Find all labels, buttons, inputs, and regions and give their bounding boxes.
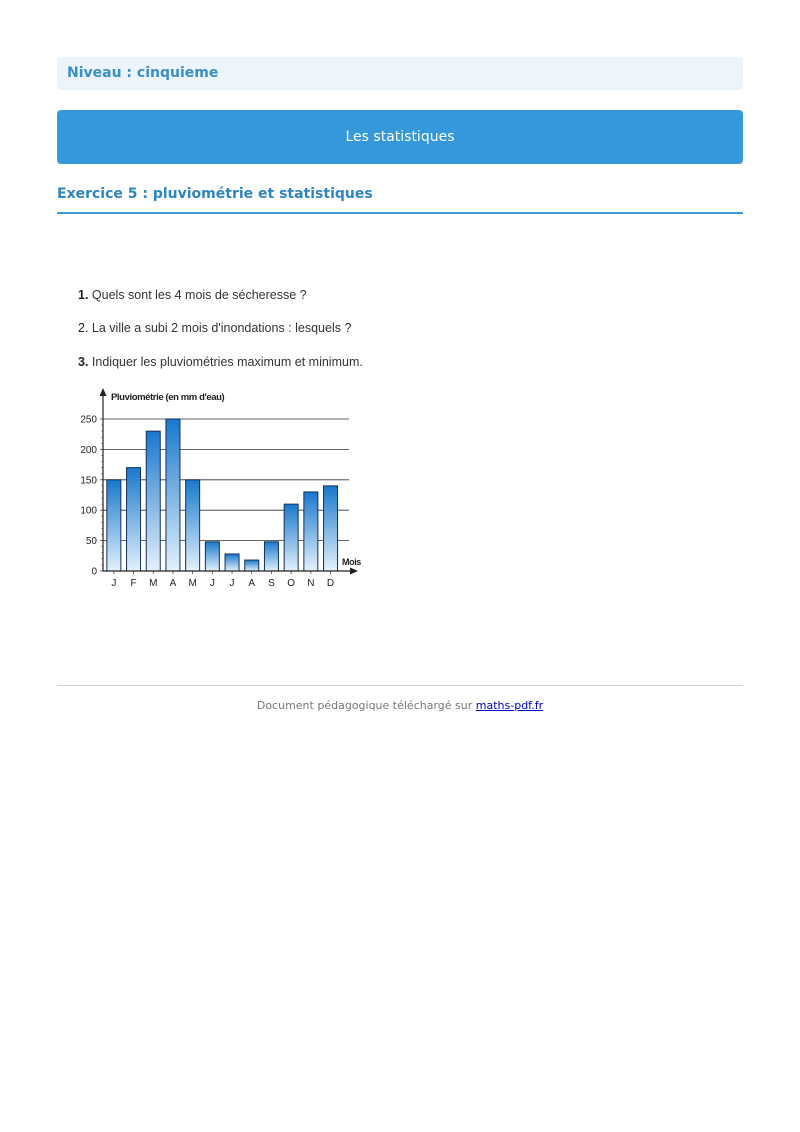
bar-F	[127, 468, 141, 571]
rainfall-bar-chart	[70, 382, 380, 597]
footer-text: Document pédagogique téléchargé sur	[256, 699, 473, 712]
question-2	[78, 321, 351, 335]
y-tick-labels	[80, 415, 97, 578]
x-tick-label: M	[149, 578, 158, 589]
x-axis-arrow	[350, 568, 358, 575]
x-tick-label: O	[287, 578, 296, 589]
x-tick-label: S	[268, 578, 275, 589]
chart-title: Pluviométrie (en mm d'eau)	[111, 392, 225, 403]
question-number: 1.	[78, 288, 89, 302]
x-tick-label: A	[248, 578, 256, 589]
question-text: Indiquer les pluviométries maximum et minimum.	[91, 355, 363, 369]
x-tick-label: M	[188, 578, 197, 589]
y-tick-label: 100	[80, 505, 97, 517]
question-1	[78, 288, 307, 302]
y-tick-label: 50	[85, 536, 97, 548]
topic-banner	[57, 110, 743, 164]
x-tick-labels	[111, 578, 334, 589]
bar-O	[284, 504, 298, 571]
x-tick-label: A	[169, 578, 177, 589]
bar-N	[304, 492, 318, 571]
niveau-label: Niveau : cinquieme	[57, 57, 743, 90]
x-tick-label: J	[111, 578, 117, 589]
exercise-title: Exercice 5 : pluviométrie et statistiques	[57, 186, 743, 214]
footer-link[interactable]: maths-pdf.fr	[475, 699, 544, 712]
question-text: La ville a subi 2 mois d'inondations : lesquels ?	[91, 321, 352, 335]
bar-J	[205, 542, 219, 571]
question-3	[78, 355, 363, 369]
bar-A	[245, 560, 259, 571]
bar-A	[166, 419, 180, 571]
footer-divider	[57, 685, 743, 686]
x-tick-label: J	[209, 578, 215, 589]
chart-bars	[107, 419, 338, 571]
question-text: Quels sont les 4 mois de sécheresse ?	[91, 288, 307, 302]
bar-J	[107, 480, 121, 571]
y-tick-label: 150	[80, 475, 97, 487]
bar-M	[146, 431, 160, 571]
bar-D	[324, 486, 338, 571]
x-tick-label: D	[326, 578, 335, 589]
x-tick-label: N	[307, 578, 315, 589]
y-axis-arrow	[100, 388, 107, 396]
topic-title: Les statistiques	[345, 129, 455, 145]
question-number: 3.	[78, 355, 89, 369]
y-tick-label: 200	[80, 444, 97, 456]
question-number: 2.	[78, 321, 89, 335]
y-tick-label: 0	[91, 566, 97, 578]
bar-M	[186, 480, 200, 571]
y-tick-label: 250	[80, 414, 97, 426]
bar-S	[264, 542, 278, 571]
x-tick-label: F	[130, 578, 137, 589]
footer	[57, 699, 743, 712]
x-tick-label: J	[229, 578, 235, 589]
x-axis-label: Mois	[342, 557, 361, 567]
bar-J	[225, 554, 239, 571]
